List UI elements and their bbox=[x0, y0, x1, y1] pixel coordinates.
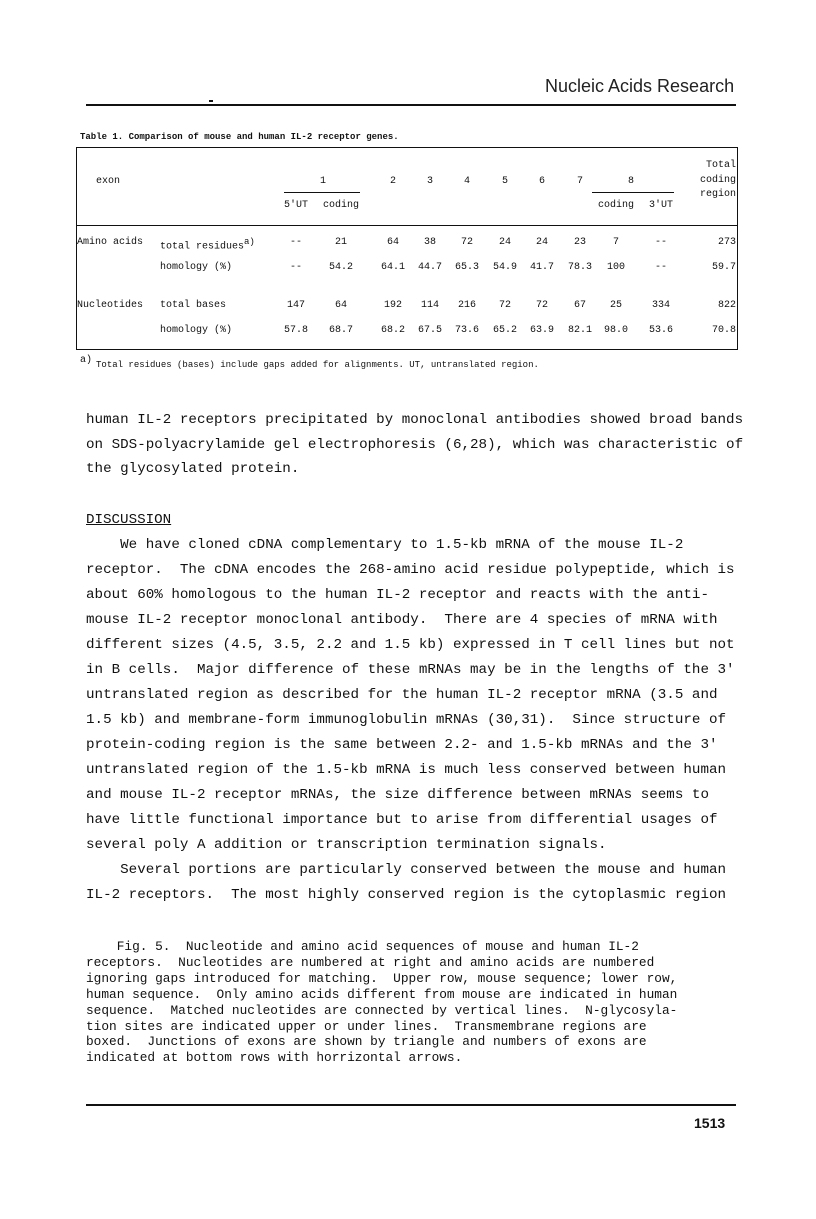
header-rule bbox=[86, 104, 736, 106]
table-cell: 54.9 bbox=[492, 262, 518, 273]
exon8-underline bbox=[592, 192, 674, 193]
figure-caption-line: tion sites are indicated upper or under lines. Transmembrane regions are bbox=[86, 1018, 647, 1034]
table-cell: 73.6 bbox=[454, 325, 480, 336]
journal-title: Nucleic Acids Research bbox=[545, 76, 735, 96]
para3-line: Several portions are particularly conserved between the mouse and human bbox=[86, 862, 727, 878]
para2-line: mouse IL-2 receptor monoclonal antibody. There are 4 species of mRNA with bbox=[86, 612, 718, 628]
table-caption: Table 1. Comparison of mouse and human IL-2 receptor genes. bbox=[80, 132, 399, 142]
table-cell: 72 bbox=[460, 237, 474, 248]
header-rule-tick bbox=[209, 100, 213, 102]
exon-header-3: 3 bbox=[426, 176, 434, 187]
table-cell: 38 bbox=[423, 237, 437, 248]
exon-header-label: exon bbox=[96, 176, 121, 187]
table-cell: 273 bbox=[717, 237, 736, 248]
row-label-footnote-mark: a) bbox=[244, 237, 255, 247]
subheader-3ut: 3'UT bbox=[648, 200, 674, 211]
table-cell: 64 bbox=[386, 237, 400, 248]
table-cell: 67.5 bbox=[417, 325, 443, 336]
exon-header-5: 5 bbox=[501, 176, 509, 187]
para2-line: protein-coding region is the same between 2.2- and 1.5-kb mRNAs and the 3' bbox=[86, 737, 718, 753]
table-cell: 70.8 bbox=[711, 325, 736, 336]
footer-rule bbox=[86, 1104, 736, 1106]
table-cell: 68.7 bbox=[328, 325, 354, 336]
para2-line: have little functional importance but to arise from differential usages of bbox=[86, 812, 718, 828]
table-cell: 82.1 bbox=[567, 325, 593, 336]
exon-header-8: 8 bbox=[627, 176, 635, 187]
subheader-coding-exon1: coding bbox=[322, 200, 360, 211]
row-label bbox=[160, 325, 232, 336]
row-label-text: total residues bbox=[160, 241, 245, 253]
table-cell: -- bbox=[654, 262, 668, 273]
exon1-underline bbox=[284, 192, 360, 193]
table-cell: 7 bbox=[612, 237, 620, 248]
para2-line: about 60% homologous to the human IL-2 receptor and reacts with the anti- bbox=[86, 587, 709, 603]
row-label-text: homology (%) bbox=[160, 262, 233, 273]
para2-line: in B cells. Major difference of these mRNAs may be in the lengths of the 3' bbox=[86, 662, 735, 678]
figure-caption-line: indicated at bottom rows with horrizontal arrows. bbox=[86, 1050, 463, 1066]
row-label-text: homology (%) bbox=[160, 325, 233, 336]
table-cell: 57.8 bbox=[283, 325, 309, 336]
table-cell: 65.2 bbox=[492, 325, 518, 336]
table-cell: 41.7 bbox=[529, 262, 555, 273]
total-header-line1: Total bbox=[705, 160, 736, 171]
table-cell: -- bbox=[289, 262, 303, 273]
exon-header-4: 4 bbox=[463, 176, 471, 187]
table-cell: 192 bbox=[383, 300, 403, 311]
table-cell: 53.6 bbox=[648, 325, 674, 336]
table-cell: 59.7 bbox=[711, 262, 736, 273]
para2-line: untranslated region of the 1.5-kb mRNA is much less conserved between human bbox=[86, 762, 727, 778]
row-label bbox=[160, 237, 255, 252]
subheader-5ut: 5'UT bbox=[283, 200, 309, 211]
total-header-line3: region bbox=[699, 189, 736, 200]
table-cell: 64.1 bbox=[380, 262, 406, 273]
table-cell: 98.0 bbox=[603, 325, 629, 336]
table-cell: 114 bbox=[420, 300, 440, 311]
table-cell: 72 bbox=[498, 300, 512, 311]
figure-caption-line: Fig. 5. Nucleotide and amino acid sequences of mouse and human IL-2 bbox=[86, 939, 639, 954]
table-cell: 25 bbox=[609, 300, 623, 311]
exon-header-7: 7 bbox=[576, 176, 584, 187]
table-cell: 72 bbox=[535, 300, 549, 311]
table-footnote bbox=[80, 355, 539, 371]
exon-header-2: 2 bbox=[389, 176, 397, 187]
table-cell: 54.2 bbox=[328, 262, 354, 273]
table-cell: 63.9 bbox=[529, 325, 555, 336]
table-cell: 216 bbox=[457, 300, 477, 311]
para3-line: IL-2 receptors. The most highly conserved region is the cytoplasmic region bbox=[86, 887, 727, 903]
row-label bbox=[160, 300, 226, 311]
table-cell: -- bbox=[289, 237, 303, 248]
table-header-rule bbox=[76, 225, 738, 226]
figure-caption-line: boxed. Junctions of exons are shown by triangle and numbers of exons are bbox=[86, 1034, 647, 1050]
exon-header-6: 6 bbox=[538, 176, 546, 187]
figure-caption-line: ignoring gaps introduced for matching. Upper row, mouse sequence; lower row, bbox=[86, 970, 678, 986]
para1-line-1: human IL-2 receptors precipitated by monoclonal antibodies showed broad bands bbox=[86, 412, 744, 428]
table-cell: 64 bbox=[334, 300, 348, 311]
table-cell: 67 bbox=[573, 300, 587, 311]
figure-caption-line: sequence. Matched nucleotides are connected by vertical lines. N-glycosyla- bbox=[86, 1002, 678, 1018]
subheader-coding-exon8: coding bbox=[597, 200, 635, 211]
table-cell: 334 bbox=[651, 300, 671, 311]
table-cell: 24 bbox=[535, 237, 549, 248]
row-label-text: total bases bbox=[160, 300, 227, 311]
table-cell: 78.3 bbox=[567, 262, 593, 273]
para1-line-2: on SDS-polyacrylamide gel electrophoresis (6,28), which was characteristic of bbox=[86, 437, 744, 453]
exon-header-1: 1 bbox=[319, 176, 327, 187]
row-label bbox=[160, 262, 232, 273]
table-cell: 24 bbox=[498, 237, 512, 248]
table-cell: 100 bbox=[606, 262, 626, 273]
para2-line: We have cloned cDNA complementary to 1.5-kb mRNA of the mouse IL-2 bbox=[86, 537, 684, 553]
figure-caption-line: human sequence. Only amino acids different from mouse are indicated in human bbox=[86, 986, 678, 1002]
para2-line: different sizes (4.5, 3.5, 2.2 and 1.5 kb) expressed in T cell lines but not bbox=[86, 637, 735, 653]
table-cell: 44.7 bbox=[417, 262, 443, 273]
row-group-label: Nucleotides bbox=[77, 300, 144, 311]
row-group-label: Amino acids bbox=[77, 237, 144, 248]
para2-line: and mouse IL-2 receptor mRNAs, the size difference between mRNAs seems to bbox=[86, 787, 709, 803]
figure-caption-line: receptors. Nucleotides are numbered at right and amino acids are numbered bbox=[86, 954, 655, 970]
table-cell: 21 bbox=[334, 237, 348, 248]
footnote-text: Total residues (bases) include gaps added for alignments. UT, untranslated region. bbox=[96, 360, 539, 370]
table-cell: 68.2 bbox=[380, 325, 406, 336]
table-cell: 23 bbox=[573, 237, 587, 248]
table-cell: 65.3 bbox=[454, 262, 480, 273]
para2-line: untranslated region as described for the human IL-2 receptor mRNA (3.5 and bbox=[86, 687, 718, 703]
table-cell: 147 bbox=[286, 300, 306, 311]
para2-line: 1.5 kb) and membrane-form immunoglobulin mRNAs (30,31). Since structure of bbox=[86, 712, 727, 728]
table-cell: -- bbox=[654, 237, 668, 248]
footnote-mark: a) bbox=[80, 355, 93, 366]
para2-line: several poly A addition or transcription termination signals. bbox=[86, 837, 607, 853]
para1-line-3: the glycosylated protein. bbox=[86, 461, 300, 477]
para2-line: receptor. The cDNA encodes the 268-amino acid residue polypeptide, which is bbox=[86, 562, 735, 578]
discussion-heading: DISCUSSION bbox=[86, 512, 172, 528]
total-header-line2: coding bbox=[699, 175, 736, 186]
table-cell: 822 bbox=[717, 300, 736, 311]
page-number: 1513 bbox=[694, 1115, 726, 1131]
